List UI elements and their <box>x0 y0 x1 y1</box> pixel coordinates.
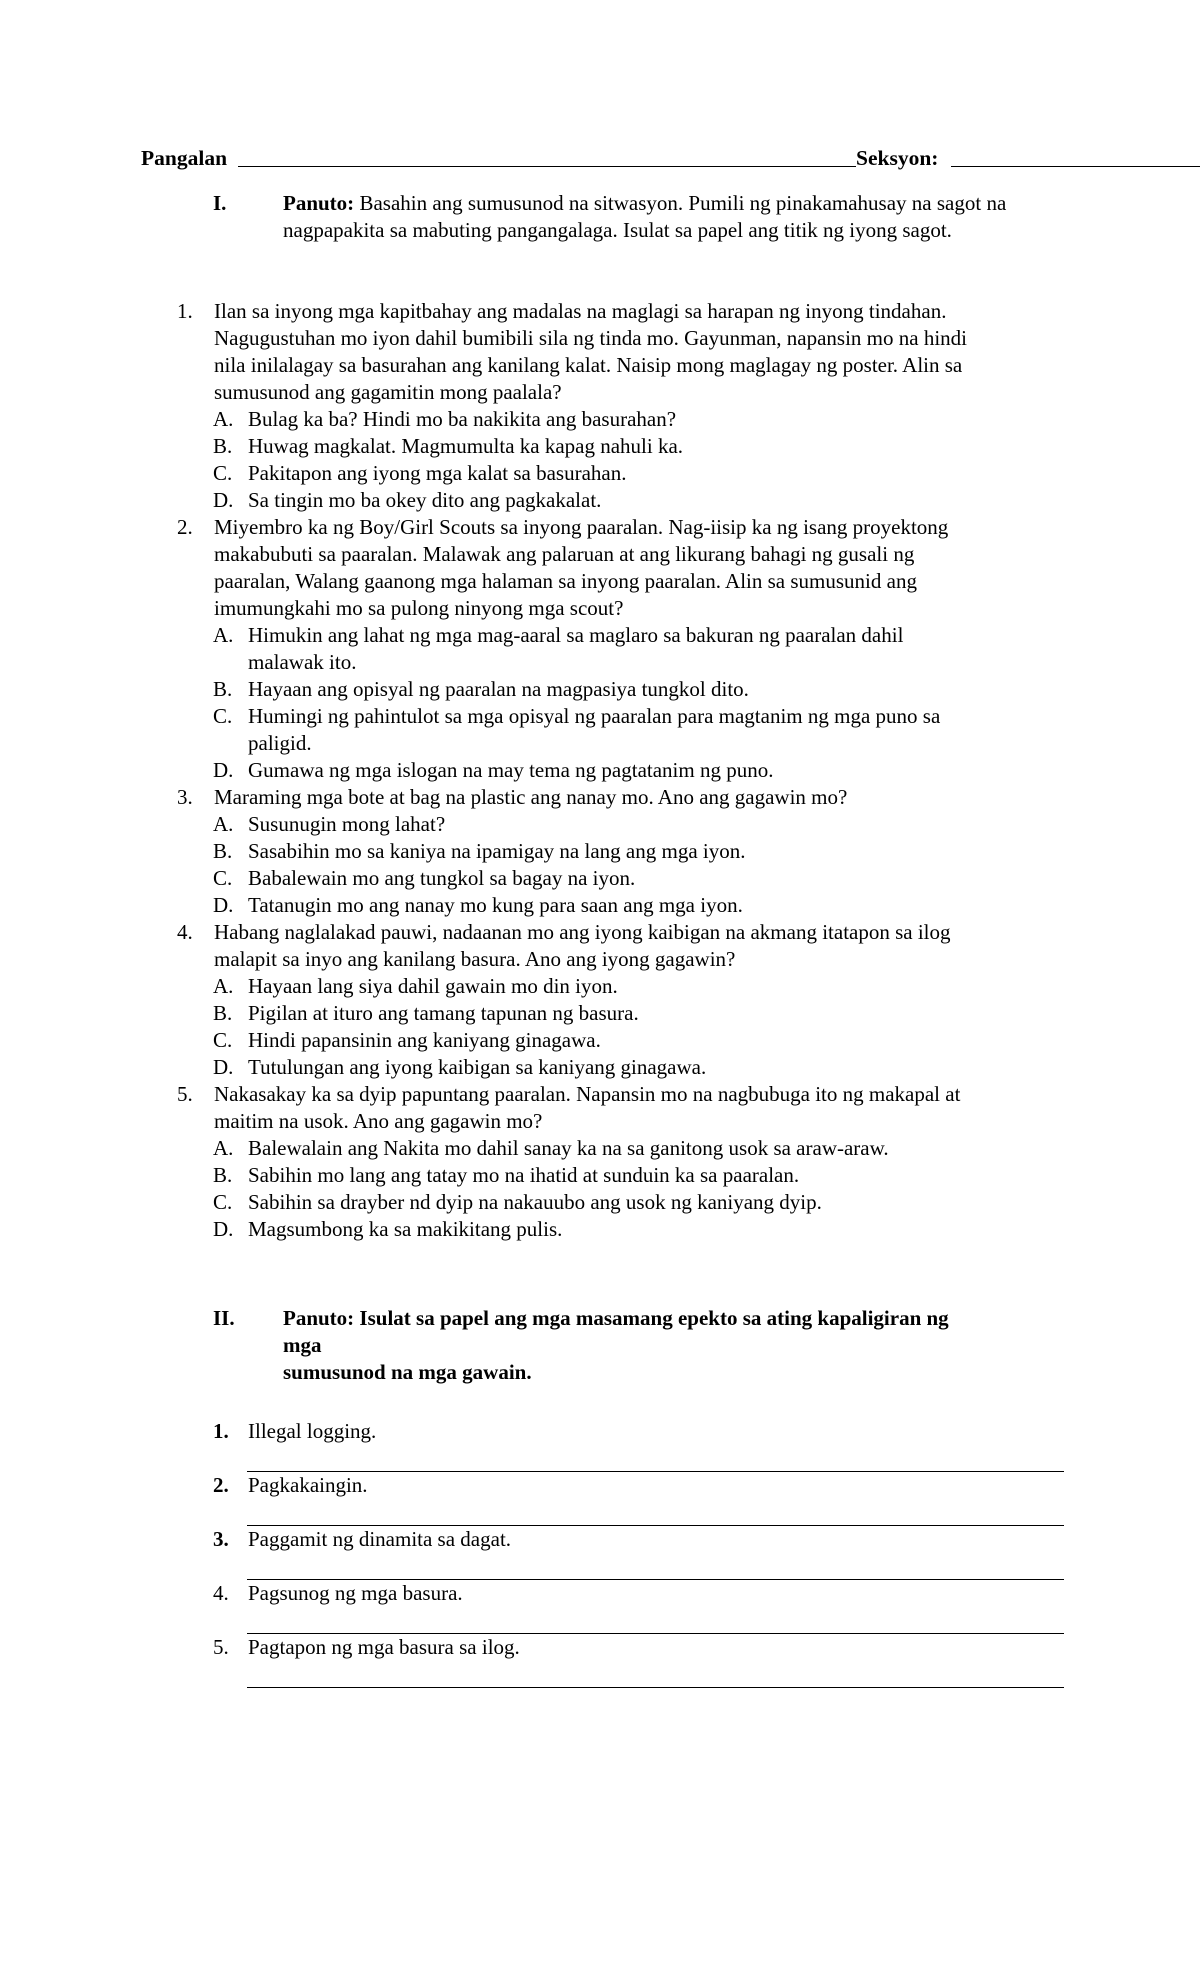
option-letter: A. <box>213 974 234 998</box>
option-text: Tatanugin mo ang nanay mo kung para saan ang mga iyon. <box>248 893 743 917</box>
item-text: Pagsunog ng mga basura. <box>248 1581 463 1605</box>
name-blank-line[interactable] <box>238 166 856 167</box>
part1-numeral: I. <box>213 191 227 215</box>
option-letter: C. <box>213 1028 233 1052</box>
option-letter: B. <box>213 839 233 863</box>
question-line: Miyembro ka ng Boy/Girl Scouts sa inyong paaralan. Nag-iisip ka ng isang proyektong <box>214 515 949 539</box>
option-letter: A. <box>213 812 234 836</box>
option-letter: C. <box>213 704 233 728</box>
question-text <box>214 1081 1069 1135</box>
option-text: Magsumbong ka sa makikitang pulis. <box>248 1217 563 1241</box>
option-text: Bulag ka ba? Hindi mo ba nakikita ang basurahan? <box>248 407 677 431</box>
item-number: 5. <box>213 1635 229 1659</box>
question-line: imumungkahi mo sa pulong ninyong mga scout? <box>214 596 624 620</box>
option-text: Hayaan ang opisyal ng paaralan na magpasiya tungkol dito. <box>248 677 749 701</box>
option-line: Humingi ng pahintulot sa mga opisyal ng paaralan para magtanim ng mga puno sa <box>248 704 941 728</box>
option-line: paligid. <box>248 731 312 755</box>
item-number: 4. <box>213 1581 229 1605</box>
option-letter: D. <box>213 488 234 512</box>
option-text: Gumawa ng mga islogan na may tema ng pagtatanim ng puno. <box>248 758 774 782</box>
question-line: paaralan, Walang gaanong mga halaman sa inyong paaralan. Alin sa sumusunid ang <box>214 569 917 593</box>
worksheet-header <box>141 140 1061 174</box>
item-number: 2. <box>213 1473 229 1497</box>
part2-numeral: II. <box>213 1306 235 1330</box>
option-line: malawak ito. <box>248 650 357 674</box>
option-text: Balewalain ang Nakita mo dahil sanay ka na sa ganitong usok sa araw-araw. <box>248 1136 889 1160</box>
section-label: Seksyon: <box>856 146 939 170</box>
question-line: Maraming mga bote at bag na plastic ang nanay mo. Ano ang gagawin mo? <box>214 785 848 809</box>
question-text <box>214 919 1069 973</box>
option-letter: D. <box>213 758 234 782</box>
question-line: Nagugustuhan mo iyon dahil bumibili sila ng tinda mo. Gayunman, napansin mo na hindi <box>214 326 967 350</box>
option-text <box>248 622 1063 676</box>
option-letter: D. <box>213 1055 234 1079</box>
option-text: Huwag magkalat. Magmumulta ka kapag nahuli ka. <box>248 434 684 458</box>
option-line: Himukin ang lahat ng mga mag-aaral sa maglaro sa bakuran ng paaralan dahil <box>248 623 904 647</box>
option-text: Sabihin mo lang ang tatay mo na ihatid at sunduin ka sa paaralan. <box>248 1163 800 1187</box>
option-letter: A. <box>213 623 234 647</box>
option-letter: B. <box>213 1163 233 1187</box>
option-text: Sasabihin mo sa kaniya na ipamigay na lang ang mga iyon. <box>248 839 746 863</box>
option-letter: D. <box>213 893 234 917</box>
question-line: Habang naglalakad pauwi, nadaanan mo ang iyong kaibigan na akmang itatapon sa ilog <box>214 920 951 944</box>
option-text: Hindi papansinin ang kaniyang ginagawa. <box>248 1028 601 1052</box>
option-text: Pakitapon ang iyong mga kalat sa basurahan. <box>248 461 627 485</box>
question-number: 5. <box>177 1082 193 1106</box>
instruction-line: mga <box>283 1333 322 1357</box>
option-text: Tutulungan ang iyong kaibigan sa kaniyang ginagawa. <box>248 1055 707 1079</box>
option-letter: B. <box>213 434 233 458</box>
name-label: Pangalan <box>141 146 228 170</box>
option-letter: C. <box>213 866 233 890</box>
option-text: Hayaan lang siya dahil gawain mo din iyon. <box>248 974 618 998</box>
question-number: 4. <box>177 920 193 944</box>
section-blank-line[interactable] <box>951 166 1200 167</box>
question-text <box>214 514 1069 622</box>
option-text: Pigilan at ituro ang tamang tapunan ng basura. <box>248 1001 639 1025</box>
item-number: 1. <box>213 1419 229 1443</box>
question-line: sumusunod ang gagamitin mong paalala? <box>214 380 562 404</box>
answer-line-1[interactable] <box>247 1471 1064 1472</box>
option-letter: D. <box>213 1217 234 1241</box>
question-text <box>214 784 1069 811</box>
question-line: makabubuti sa paaralan. Malawak ang palaruan at ang likurang bahagi ng gusali ng <box>214 542 915 566</box>
question-number: 3. <box>177 785 193 809</box>
option-text <box>248 703 1063 757</box>
part2-instruction <box>283 1305 1053 1386</box>
question-number: 2. <box>177 515 193 539</box>
question-text <box>214 298 1069 406</box>
option-letter: B. <box>213 1001 233 1025</box>
item-text: Pagkakaingin. <box>248 1473 368 1497</box>
part1-instruction <box>283 190 1053 244</box>
instruction-line: sumusunod na mga gawain. <box>283 1360 532 1384</box>
option-letter: C. <box>213 1190 233 1214</box>
option-letter: A. <box>213 1136 234 1160</box>
question-line: Ilan sa inyong mga kapitbahay ang madalas na maglagi sa harapan ng inyong tindahan. <box>214 299 947 323</box>
option-text: Babalewain mo ang tungkol sa bagay na iyon. <box>248 866 636 890</box>
question-line: nila inilalagay sa basurahan ang kanilang kalat. Naisip mong maglagay ng poster. Alin sa <box>214 353 963 377</box>
question-line: Nakasakay ka sa dyip papuntang paaralan. Napansin mo na nagbubuga ito ng makapal at <box>214 1082 961 1106</box>
instruction-line: Panuto: Isulat sa papel ang mga masamang epekto sa ating kapaligiran ng <box>283 1306 949 1330</box>
item-text: Illegal logging. <box>248 1419 377 1443</box>
option-letter: A. <box>213 407 234 431</box>
option-letter: C. <box>213 461 233 485</box>
option-text: Sa tingin mo ba okey dito ang pagkakalat. <box>248 488 602 512</box>
question-number: 1. <box>177 299 193 323</box>
item-number: 3. <box>213 1527 229 1551</box>
question-line: maitim na usok. Ano ang gagawin mo? <box>214 1109 543 1133</box>
option-text: Susunugin mong lahat? <box>248 812 446 836</box>
question-line: malapit sa inyo ang kanilang basura. Ano ang iyong gagawin? <box>214 947 736 971</box>
answer-line-5[interactable] <box>247 1687 1064 1688</box>
option-letter: B. <box>213 677 233 701</box>
instruction-text: Basahin ang sumusunod na sitwasyon. Pumili ng pinakamahusay na sagot na nagpapakita sa mabuting pangangalaga. Isulat sa papel ang titik ng iyong sagot. <box>283 191 1007 242</box>
option-text: Sabihin sa drayber nd dyip na nakauubo ang usok ng kaniyang dyip. <box>248 1190 822 1214</box>
instruction-label: Panuto: <box>283 191 355 215</box>
item-text: Pagtapon ng mga basura sa ilog. <box>248 1635 520 1659</box>
item-text: Paggamit ng dinamita sa dagat. <box>248 1527 512 1551</box>
